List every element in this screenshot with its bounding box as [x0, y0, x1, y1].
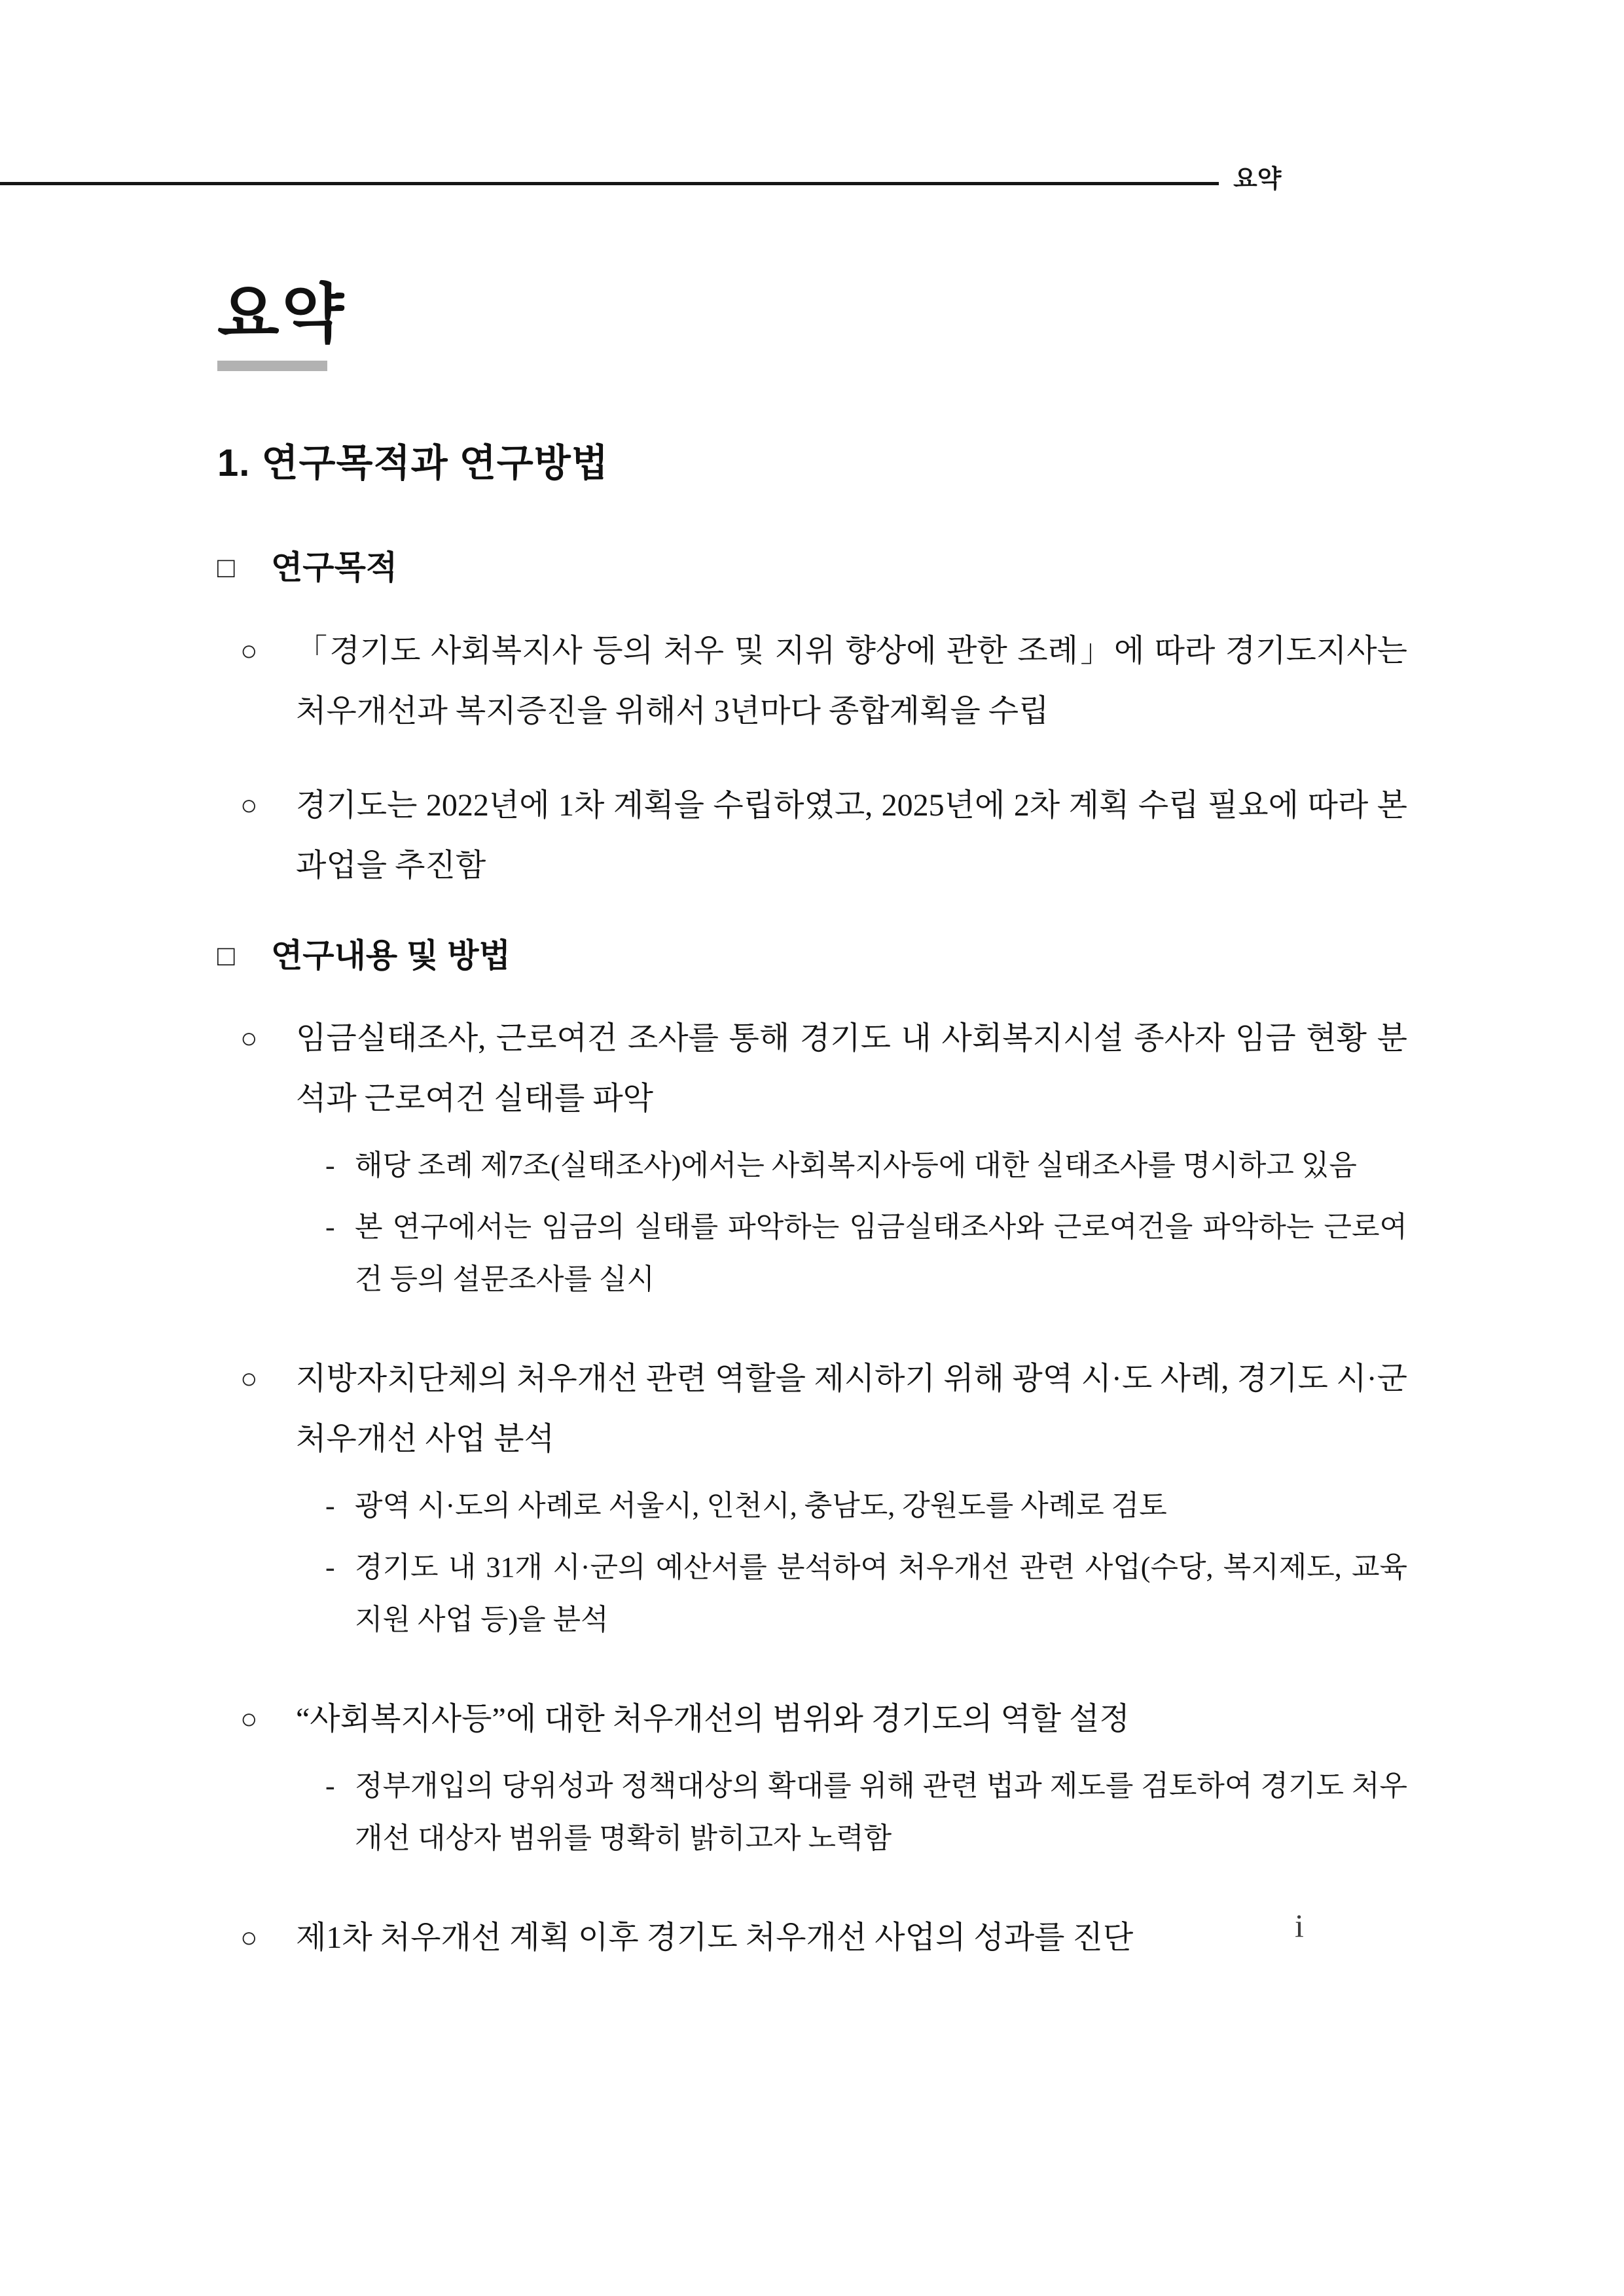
dash-item-text: 정부개입의 당위성과 정책대상의 확대를 위해 관련 법과 제도를 검토하여 경기도 처우개선 대상자 범위를 명확히 밝히고자 노력함 — [355, 1770, 1407, 1855]
dash-item — [296, 1480, 1407, 1532]
dash-item — [296, 1541, 1407, 1646]
dash-bullet-icon: - — [325, 1551, 335, 1584]
section-heading: 1. 연구목적과 연구방법 — [217, 441, 609, 484]
subsection-items — [217, 1009, 1407, 1968]
sub-items — [296, 1760, 1407, 1865]
dash-bullet-icon: - — [325, 1149, 335, 1182]
dash-item — [296, 1760, 1407, 1865]
bullet-item-body — [296, 1689, 1407, 1874]
page-title: 요약 — [217, 279, 347, 350]
bullet-item — [217, 621, 1407, 742]
bullet-item-text: 지방자치단체의 처우개선 관련 역할을 제시하기 위해 광역 시·도 사례, 경기도 시·군 처우개선 사업 분석 — [296, 1361, 1407, 1457]
bullet-item-body — [296, 776, 1407, 896]
page-number: i — [1295, 1907, 1304, 1944]
bullet-item — [217, 1908, 1407, 1968]
dash-item-text: 경기도 내 31개 시·군의 예산서를 분석하여 처우개선 관련 사업(수당, 복지제도, 교육 지원 사업 등)을 분석 — [355, 1551, 1407, 1636]
subsection-heading-label: 연구내용 및 방법 — [271, 937, 511, 974]
bullet-item-text: 「경기도 사회복지사 등의 처우 및 지위 향상에 관한 조례」에 따라 경기도지사는 처우개선과 복지증진을 위해서 3년마다 종합계획을 수립 — [296, 633, 1407, 728]
sub-items — [296, 1139, 1407, 1306]
bullet-item-text: “사회복지사등”에 대한 처우개선의 범위와 경기도의 역할 설정 — [296, 1702, 1130, 1737]
subsection-items — [217, 621, 1407, 896]
subsection-heading — [217, 935, 1407, 977]
square-bullet-icon: □ — [217, 552, 235, 584]
bullet-item-text: 경기도는 2022년에 1차 계획을 수립하였고, 2025년에 2차 계획 수립 필요에 따라 본 과업을 추진함 — [296, 787, 1407, 883]
circle-bullet-icon: ○ — [240, 1703, 258, 1736]
bullet-item-text: 임금실태조사, 근로여건 조사를 통해 경기도 내 사회복지시설 종사자 임금 현황 분석과 근로여건 실태를 파악 — [296, 1021, 1407, 1117]
circle-bullet-icon: ○ — [240, 1922, 258, 1954]
circle-bullet-icon: ○ — [240, 1363, 258, 1395]
section-body — [217, 547, 1407, 1968]
bullet-item — [217, 1689, 1407, 1874]
bullet-item — [217, 776, 1407, 896]
dash-bullet-icon: - — [325, 1211, 335, 1244]
bullet-item — [217, 1009, 1407, 1315]
running-header: 요약 — [1233, 166, 1282, 193]
dash-item-text: 해당 조례 제7조(실태조사)에서는 사회복지사등에 대한 실태조사를 명시하고 있음 — [355, 1149, 1357, 1182]
bullet-item-body — [296, 1009, 1407, 1315]
subsection — [217, 547, 1407, 896]
dash-bullet-icon: - — [325, 1770, 335, 1803]
dash-item — [296, 1139, 1407, 1192]
dash-item — [296, 1201, 1407, 1306]
dash-item-text: 본 연구에서는 임금의 실태를 파악하는 임금실태조사와 근로여건을 파악하는 근로여건 등의 설문조사를 실시 — [355, 1211, 1407, 1296]
dash-bullet-icon: - — [325, 1490, 335, 1522]
bullet-item-body — [296, 1908, 1407, 1968]
circle-bullet-icon: ○ — [240, 634, 258, 667]
title-underline-bar — [217, 361, 327, 371]
circle-bullet-icon: ○ — [240, 789, 258, 821]
bullet-item — [217, 1349, 1407, 1655]
circle-bullet-icon: ○ — [240, 1022, 258, 1055]
dash-item-text: 광역 시·도의 사례로 서울시, 인천시, 충남도, 강원도를 사례로 검토 — [355, 1490, 1167, 1522]
bullet-item-text: 제1차 처우개선 계획 이후 경기도 처우개선 사업의 성과를 진단 — [296, 1920, 1134, 1956]
subsection-heading-label: 연구목적 — [271, 549, 398, 586]
square-bullet-icon: □ — [217, 939, 235, 972]
bullet-item-body — [296, 621, 1407, 742]
bullet-item-body — [296, 1349, 1407, 1655]
subsection — [217, 935, 1407, 1969]
sub-items — [296, 1480, 1407, 1646]
content-area — [217, 0, 1407, 2002]
subsection-heading — [217, 547, 1407, 588]
